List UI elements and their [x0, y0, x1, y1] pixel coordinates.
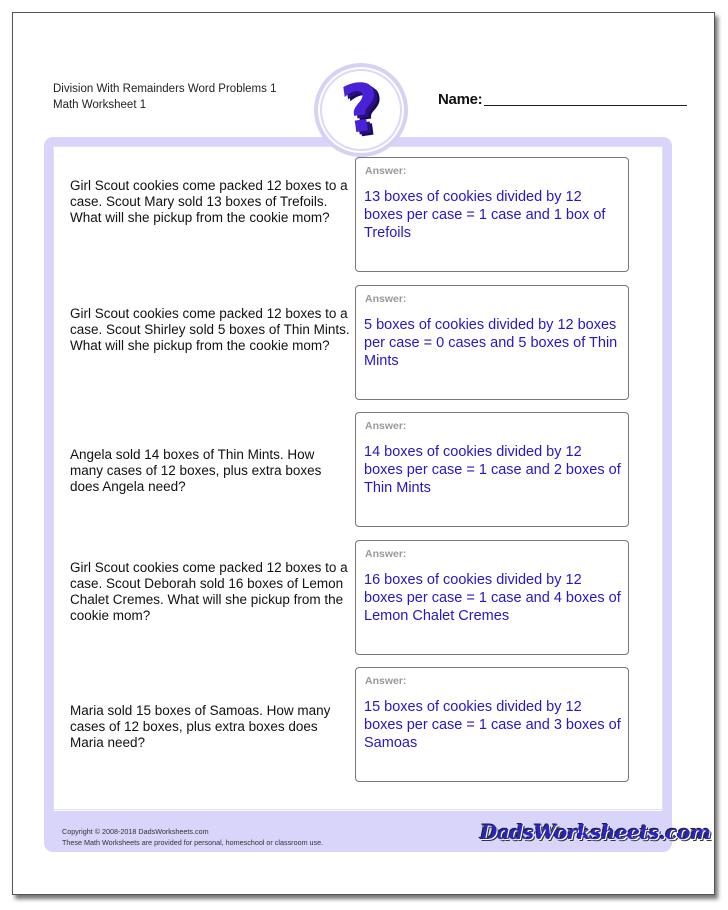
problem-question-3: Angela sold 14 boxes of Thin Mints. How many cases of 12 boxes, plus extra boxes does Angela need?: [70, 447, 322, 494]
answer-text: 5 boxes of cookies divided by 12 boxes per case = 0 cases and 5 boxes of Thin Mints: [364, 317, 618, 369]
answer-box-5[interactable]: [355, 667, 629, 782]
answer-label: Answer:: [365, 548, 407, 560]
answer-box-3[interactable]: [355, 412, 629, 527]
answer-label: Answer:: [365, 675, 407, 687]
logo-badge: [314, 63, 408, 157]
brand-logo: DadsWorksheets.com: [480, 820, 711, 844]
copyright-text: Copyright © 2008-2018 DadsWorksheets.com: [62, 827, 209, 836]
answer-label: Answer:: [365, 165, 407, 177]
problem-question-5: Maria sold 15 boxes of Samoas. How many cases of 12 boxes, plus extra boxes does Maria need?: [70, 703, 331, 750]
answer-text: 13 boxes of cookies divided by 12 boxes per case = 1 case and 1 box of Trefoils: [364, 189, 606, 241]
answer-box-4[interactable]: [355, 540, 629, 655]
usage-text: These Math Worksheets are provided for personal, homeschool or classroom use.: [62, 838, 324, 847]
problem-question-2: Girl Scout cookies come packed 12 boxes to a case. Scout Shirley sold 5 boxes of Thin Mints. What will she pickup from the cookie mom?: [70, 306, 350, 353]
answer-box-2[interactable]: [355, 285, 629, 400]
answer-text: 16 boxes of cookies divided by 12 boxes per case = 1 case and 4 boxes of Lemon Chalet Cremes: [364, 572, 621, 624]
answer-box-1[interactable]: [355, 157, 629, 272]
answer-label: Answer:: [365, 420, 407, 432]
answer-text: 15 boxes of cookies divided by 12 boxes per case = 1 case and 3 boxes of Samoas: [364, 699, 621, 751]
problem-question-1: Girl Scout cookies come packed 12 boxes to a case. Scout Mary sold 13 boxes of Trefoils. What will she pickup from the cookie mom?: [70, 178, 348, 225]
worksheet-title: Division With Remainders Word Problems 1: [53, 83, 277, 95]
worksheet-subtitle: Math Worksheet 1: [53, 99, 147, 111]
name-field-line[interactable]: [484, 105, 687, 106]
problem-question-4: Girl Scout cookies come packed 12 boxes to a case. Scout Deborah sold 16 boxes of Lemon Chalet Cremes. What will she pickup from the cookie mom?: [70, 560, 348, 623]
answer-text: 14 boxes of cookies divided by 12 boxes per case = 1 case and 2 boxes of Thin Mints: [364, 444, 621, 496]
worksheet-heading: [53, 81, 276, 113]
question-mark-icon: ?: [336, 67, 386, 150]
footer-copyright: [62, 826, 323, 848]
answer-label: Answer:: [365, 293, 407, 305]
name-label: Name:: [438, 91, 483, 108]
